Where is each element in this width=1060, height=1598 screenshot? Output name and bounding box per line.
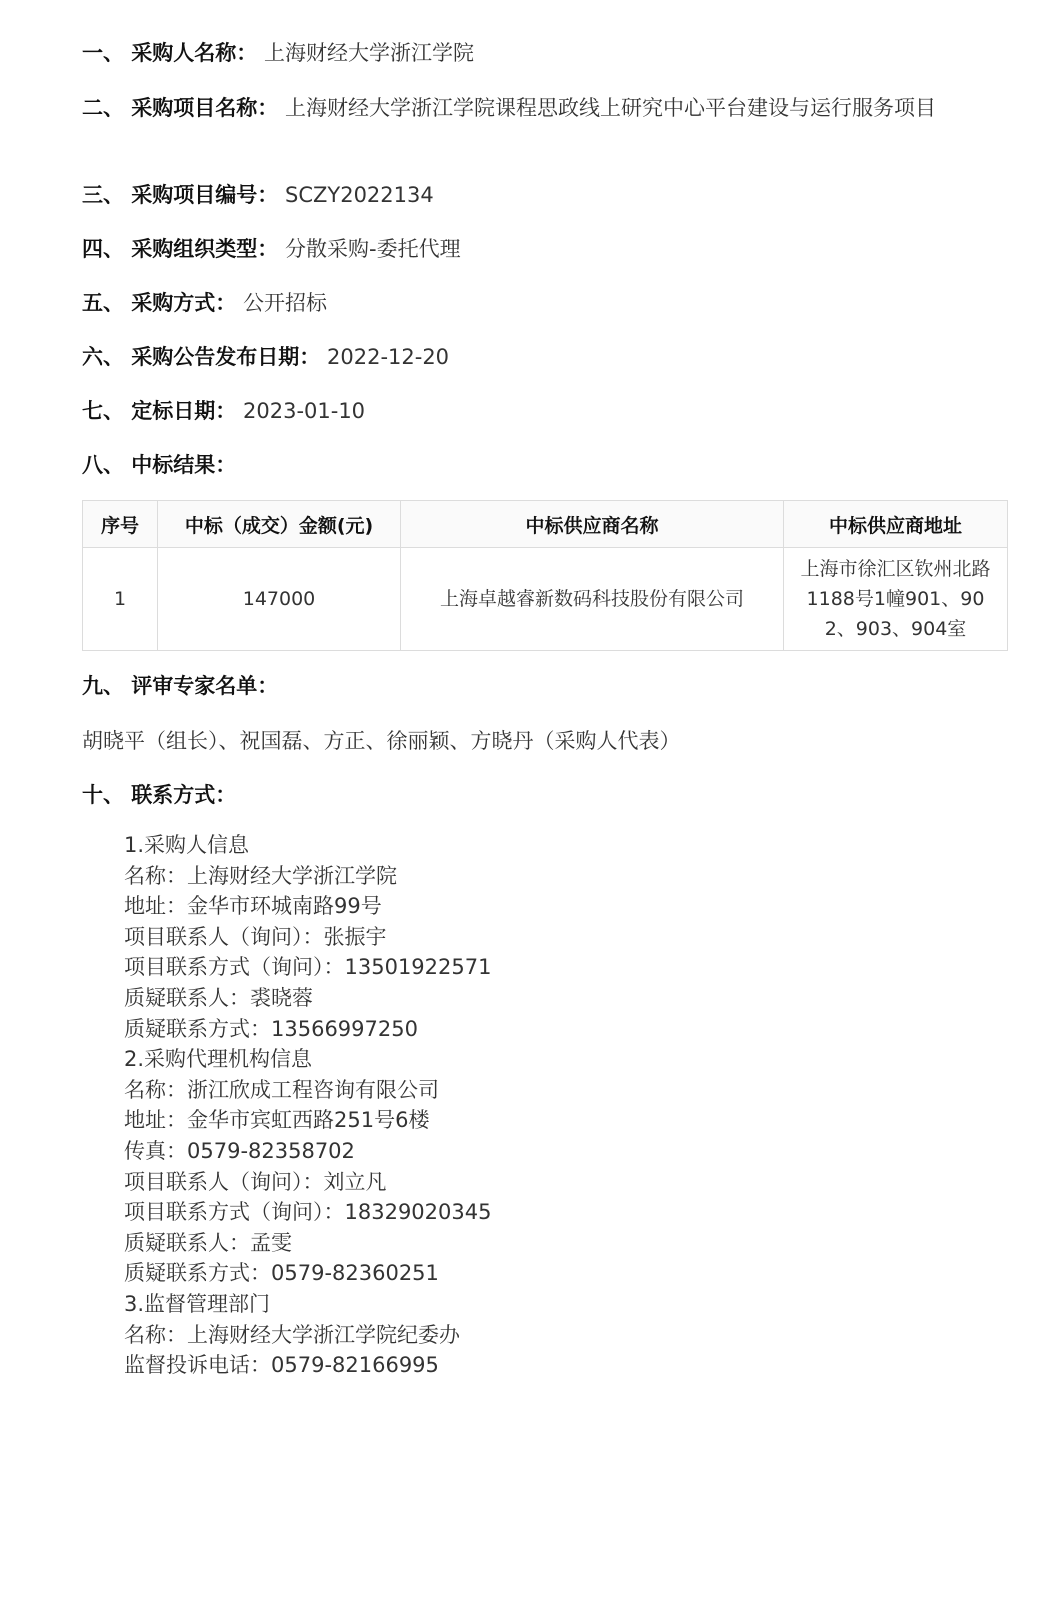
- contact-line: 2.采购代理机构信息: [124, 1047, 313, 1072]
- award-date-label: 七、 定标日期：: [82, 399, 237, 423]
- award-result-label: 八、 中标结果：: [82, 453, 237, 477]
- publish-date-row: [82, 341, 1012, 373]
- procurement-method-value: 公开招标: [243, 291, 327, 315]
- org-type-value: 分散采购-委托代理: [285, 237, 461, 261]
- project-name-label: 二、 采购项目名称：: [82, 96, 279, 120]
- contact-line: 传真：0579-82358702: [124, 1138, 355, 1163]
- award-result-heading: [82, 449, 1012, 481]
- cell-no: 1: [83, 548, 158, 651]
- col-header-no: 序号: [83, 501, 158, 548]
- contact-line: 质疑联系人：裘晓蓉: [124, 985, 313, 1010]
- cell-supplier: 上海卓越睿新数码科技股份有限公司: [401, 548, 784, 651]
- contact-line: 3.监督管理部门: [124, 1291, 271, 1316]
- award-date-value: 2023-01-10: [243, 399, 366, 423]
- project-number-label: 三、 采购项目编号：: [82, 183, 279, 207]
- contact-line: 项目联系人（询问）：刘立凡: [124, 1169, 387, 1194]
- publish-date-label: 六、 采购公告发布日期：: [82, 345, 321, 369]
- contact-line: 项目联系人（询问）：张振宇: [124, 924, 387, 949]
- contact-line: 地址：金华市宾虹西路251号6楼: [124, 1108, 430, 1133]
- cell-amount: 147000: [158, 548, 401, 651]
- cell-address: 上海市徐汇区钦州北路1188号1幢901、902、903、904室: [784, 548, 1008, 651]
- procurement-method-label: 五、 采购方式：: [82, 291, 237, 315]
- contacts-label: 十、 联系方式：: [82, 783, 237, 807]
- contact-line: 地址：金华市环城南路99号: [124, 894, 382, 919]
- experts-list: 胡晓平（组长）、祝国磊、方正、徐丽颖、方晓丹（采购人代表）: [82, 729, 681, 753]
- contact-line: 项目联系方式（询问）：18329020345: [124, 1200, 492, 1225]
- publish-date-value: 2022-12-20: [327, 345, 450, 369]
- col-header-amount: 中标（成交）金额(元): [158, 501, 401, 548]
- award-result-table: [82, 500, 1008, 651]
- project-number-row: [82, 179, 1012, 211]
- purchaser-name-row: [82, 37, 1012, 69]
- award-date-row: [82, 395, 1012, 427]
- contacts-block: [124, 830, 491, 1381]
- contact-line: 监督投诉电话：0579-82166995: [124, 1353, 439, 1378]
- table-row: [83, 548, 1008, 651]
- col-header-address: 中标供应商地址: [784, 501, 1008, 548]
- org-type-row: [82, 233, 1012, 265]
- experts-label: 九、 评审专家名单：: [82, 674, 279, 698]
- purchaser-name-label: 一、 采购人名称：: [82, 41, 258, 65]
- project-name-row: [82, 92, 1012, 124]
- project-number-value: SCZY2022134: [285, 183, 434, 207]
- purchaser-name-value: 上海财经大学浙江学院: [264, 41, 474, 65]
- contact-line: 名称：浙江欣成工程咨询有限公司: [124, 1077, 439, 1102]
- contact-line: 名称：上海财经大学浙江学院: [124, 863, 397, 888]
- contact-line: 质疑联系人：孟雯: [124, 1230, 292, 1255]
- contact-line: 项目联系方式（询问）：13501922571: [124, 955, 492, 980]
- contacts-heading: [82, 779, 1012, 811]
- contact-line: 名称：上海财经大学浙江学院纪委办: [124, 1322, 460, 1347]
- procurement-method-row: [82, 287, 1012, 319]
- experts-heading: [82, 670, 1012, 702]
- project-name-value: 上海财经大学浙江学院课程思政线上研究中心平台建设与运行服务项目: [285, 96, 936, 120]
- org-type-label: 四、 采购组织类型：: [82, 237, 279, 261]
- table-header-row: [83, 501, 1008, 548]
- col-header-supplier: 中标供应商名称: [401, 501, 784, 548]
- contact-line: 1.采购人信息: [124, 833, 250, 857]
- contact-line: 质疑联系方式：0579-82360251: [124, 1261, 439, 1286]
- contact-line: 质疑联系方式：13566997250: [124, 1016, 418, 1041]
